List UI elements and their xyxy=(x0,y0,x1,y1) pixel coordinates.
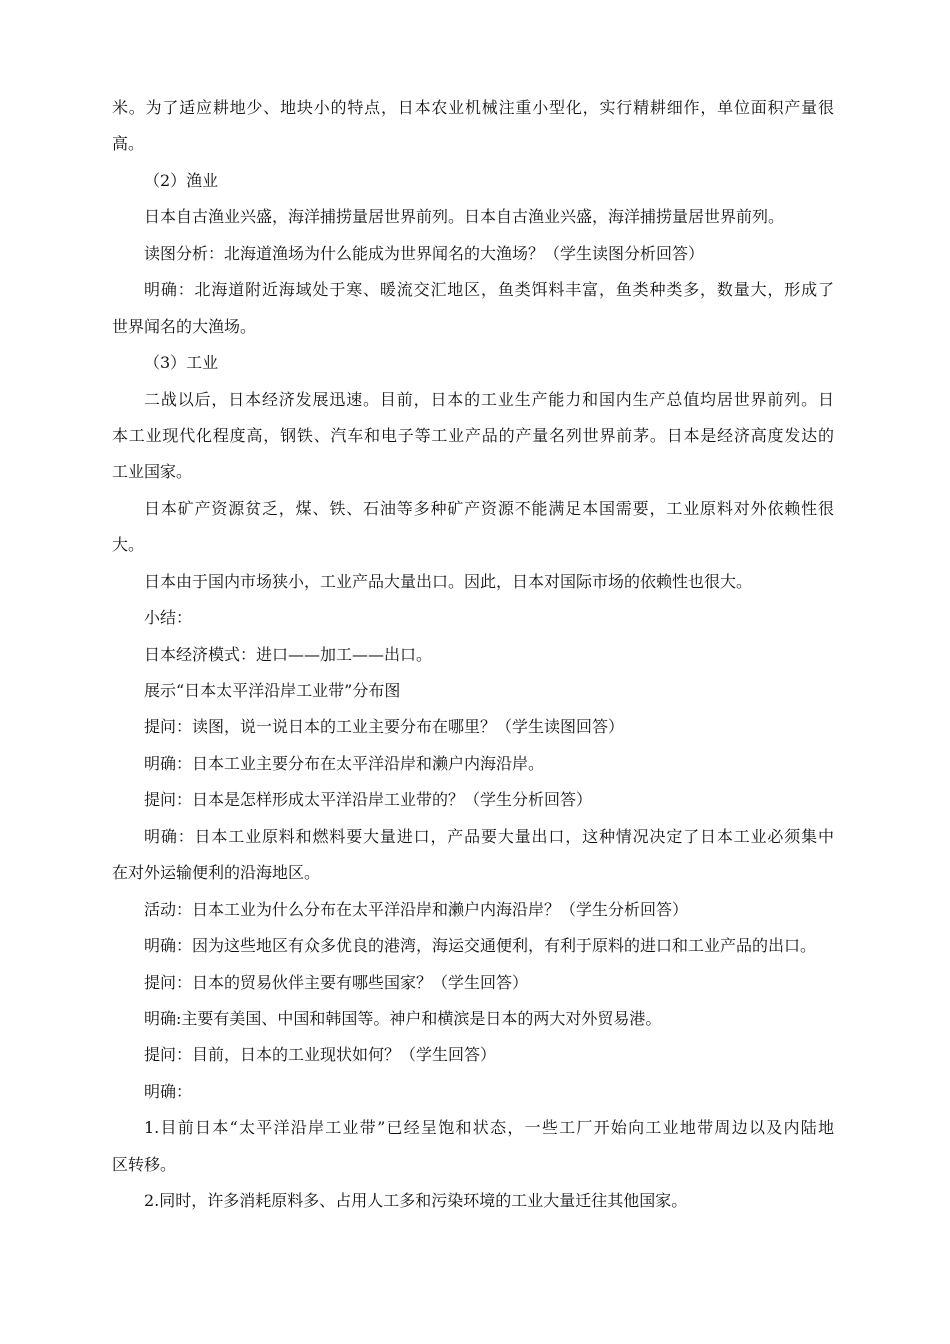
paragraph-line: 提问：读图，说一说日本的工业主要分布在哪里？（学生读图回答） xyxy=(144,717,625,737)
summary-label: 小结： xyxy=(144,608,193,628)
paragraph-line: 日本矿产资源贫乏，煤、铁、石油等多种矿产资源不能满足本国需要，工业原料对外依赖性很 xyxy=(144,498,834,518)
paragraph-line: 在对外运输便利的沿海地区。 xyxy=(112,863,321,883)
paragraph-line: 本工业现代化程度高，钢铁、汽车和电子等工业产品的产量名列世界前茅。日本是经济高度发达的 xyxy=(112,425,834,445)
list-item: 2.同时，许多消耗原料多、占用人工多和污染环境的工业大量迁往其他国家。 xyxy=(144,1191,688,1211)
section-heading-fishery: （2）渔业 xyxy=(144,170,219,190)
paragraph-line: 明确：日本工业主要分布在太平洋沿岸和濑户内海沿岸。 xyxy=(144,753,545,773)
paragraph-line: 明确：因为这些地区有众多优良的港湾，海运交通便利，有利于原料的进口和工业产品的出口。 xyxy=(144,936,817,956)
paragraph-line: 明确：日本工业原料和燃料要大量进口，产品要大量出口，这种情况决定了日本工业必须集中 xyxy=(144,826,834,846)
paragraph-line: 提问：目前，日本的工业现状如何？（学生回答） xyxy=(144,1045,497,1065)
paragraph-line: 明确：北海道附近海域处于寒、暖流交汇地区，鱼类饵料丰富，鱼类种类多，数量大，形成了 xyxy=(144,280,834,300)
paragraph-line: 日本自古渔业兴盛，海洋捕捞量居世界前列。日本自古渔业兴盛，海洋捕捞量居世界前列。 xyxy=(144,207,785,227)
paragraph-line: 大。 xyxy=(112,535,145,555)
list-item-continuation: 区转移。 xyxy=(112,1154,177,1174)
list-item: 1.目前日本“太平洋沿岸工业带”已经呈饱和状态，一些工厂开始向工业地带周边以及内陆地 xyxy=(144,1118,834,1138)
paragraph-line: 活动：日本工业为什么分布在太平洋沿岸和濑户内海沿岸？（学生分析回答） xyxy=(144,899,689,919)
paragraph-line: 米。为了适应耕地少、地块小的特点，日本农业机械注重小型化，实行精耕细作，单位面积产量很 xyxy=(112,98,834,117)
paragraph-line: 提问：日本的贸易伙伴主要有哪些国家？（学生回答） xyxy=(144,972,529,992)
paragraph-line: 提问：日本是怎样形成太平洋沿岸工业带的？（学生分析回答） xyxy=(144,790,593,810)
paragraph-line: 世界闻名的大渔场。 xyxy=(112,316,257,336)
paragraph-line: 明确:主要有美国、中国和韩国等。神户和横滨是日本的两大对外贸易港。 xyxy=(144,1008,662,1028)
paragraph-line: 明确： xyxy=(144,1081,193,1101)
paragraph-line: 二战以后，日本经济发展迅速。目前，日本的工业生产能力和国内生产总值均居世界前列。日 xyxy=(144,389,834,409)
paragraph-line: 工业国家。 xyxy=(112,462,193,482)
document-body xyxy=(112,90,834,1220)
paragraph-line: 日本由于国内市场狭小，工业产品大量出口。因此，日本对国际市场的依赖性也很大。 xyxy=(144,571,753,591)
paragraph-line: 日本经济模式：进口——加工——出口。 xyxy=(144,644,433,664)
paragraph-line: 高。 xyxy=(112,134,145,154)
paragraph-line: 读图分析：北海道渔场为什么能成为世界闻名的大渔场？（学生读图分析回答） xyxy=(144,243,705,263)
paragraph-line: 展示“日本太平洋沿岸工业带”分布图 xyxy=(144,681,401,700)
section-heading-industry: （3）工业 xyxy=(144,353,219,373)
